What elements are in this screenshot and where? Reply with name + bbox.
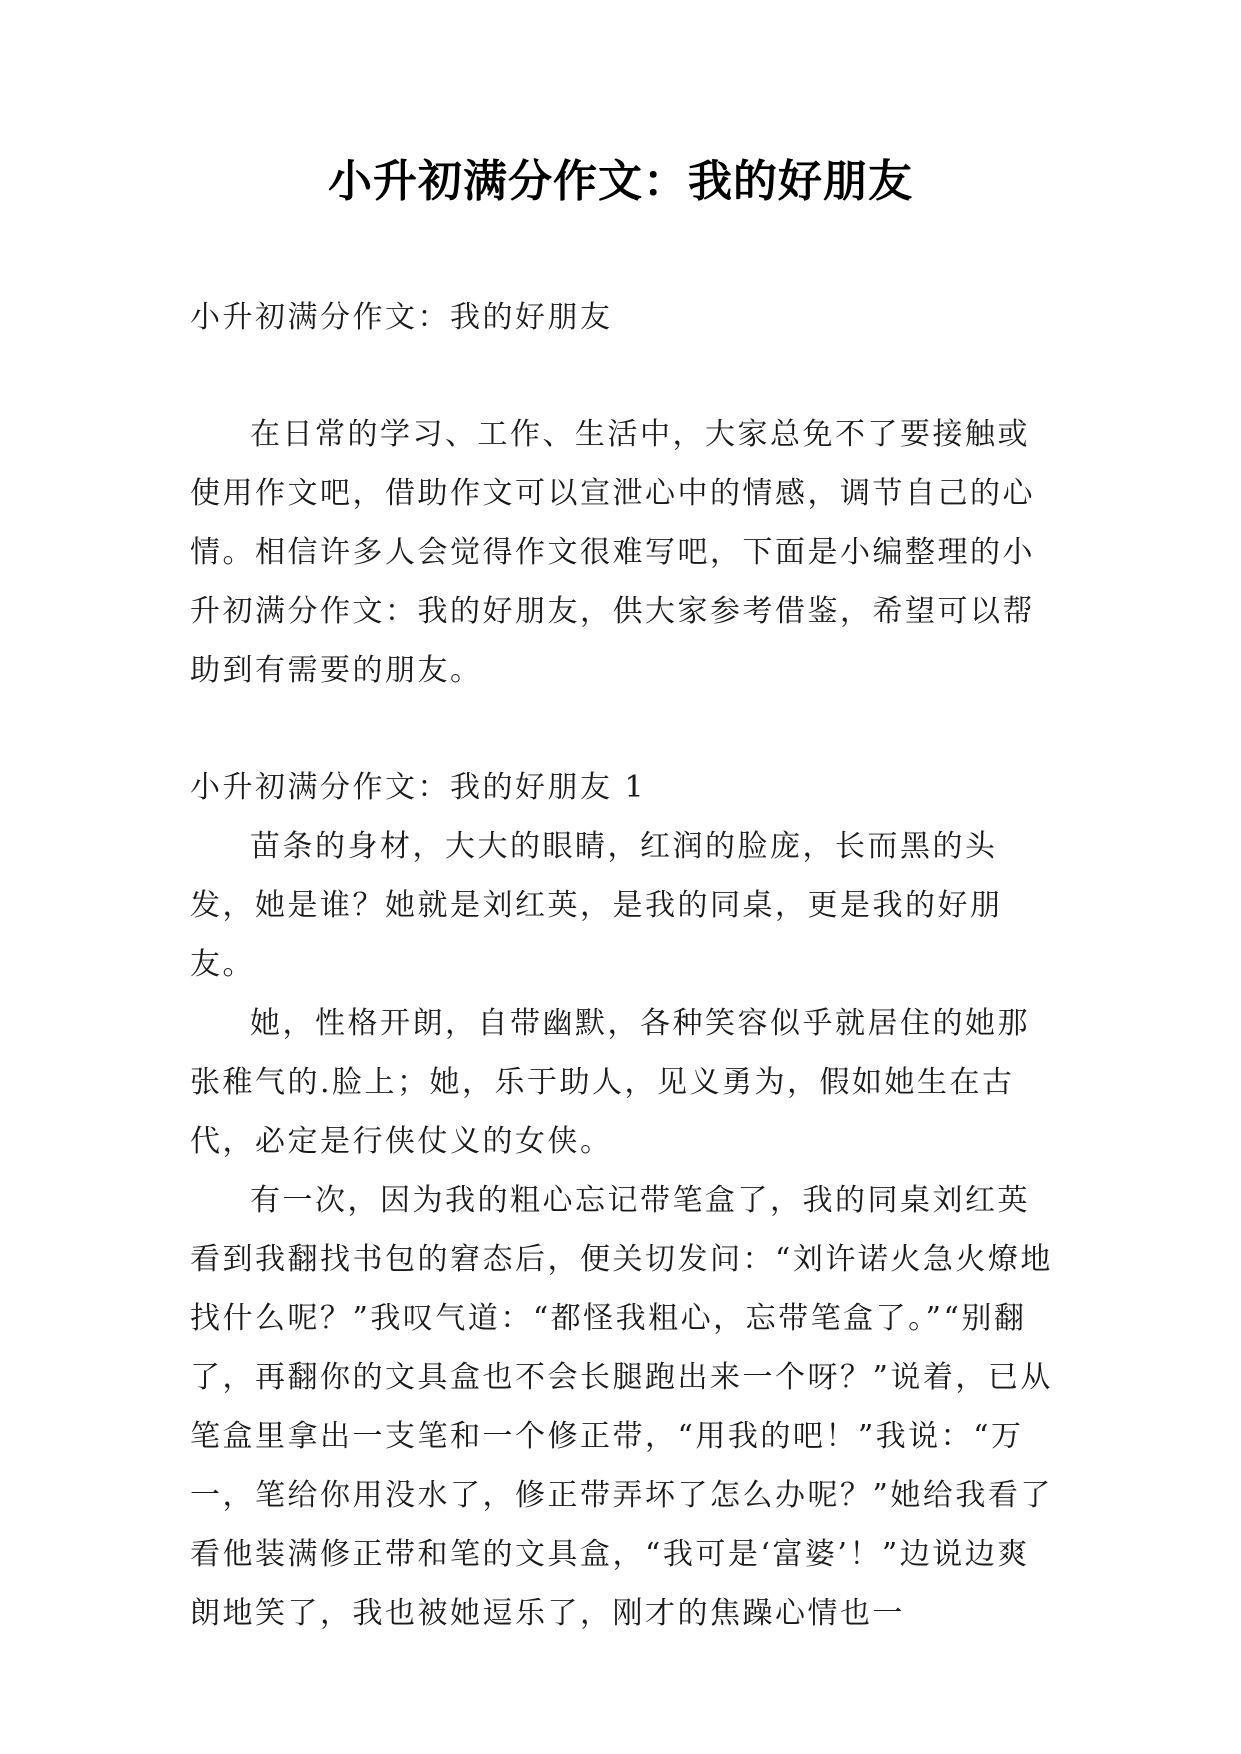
intro-paragraph: 在日常的学习、工作、生活中，大家总免不了要接触或使用作文吧，借助作文可以宣泄心中的情感，调节自己的心情。相信许多人会觉得作文很难写吧，下面是小编整理的小升初满分作文：我的好朋友，供大家参考借鉴，希望可以帮助到有需要的朋友。 [190,417,1035,688]
document-title: 小升初满分作文：我的好朋友 [328,156,913,207]
body-paragraph: 有一次，因为我的粗心忘记带笔盒了，我的同桌刘红英看到我翻找书包的窘态后，便关切发问：“刘许诺火急火燎地找什么呢？”我叹气道：“都怪我粗心，忘带笔盒了。”“别翻了，再翻你的文具盒也不会长腿跑出来一个呀？”说着，已从笔盒里拿出一支笔和一个修正带，“用我的吧！”我说：“万一，笔给你用没水了，修正带弄坏了怎么办呢？”她给我看了看他装满修正带和笔的文具盒，“我可是‘富婆’！”边说边爽朗地笑了，我也被她逗乐了，刚才的焦躁心情也一 [190,1183,1053,1631]
document-subtitle: 小升初满分作文：我的好朋友 [190,300,613,335]
body-paragraph: 苗条的身材，大大的眼睛，红润的脸庞，长而黑的头发，她是谁？她就是刘红英，是我的同桌，更是我的好朋友。 [190,829,1003,982]
body-paragraph: 她，性格开朗，自带幽默，各种笑容似乎就居住的她那张稚气的.脸上；她，乐于助人，见义勇为，假如她生在古代，必定是行侠仗义的女侠。 [190,1006,1030,1159]
document-body [190,288,1056,1643]
section-heading: 小升初满分作文：我的好朋友 1 [190,770,647,805]
